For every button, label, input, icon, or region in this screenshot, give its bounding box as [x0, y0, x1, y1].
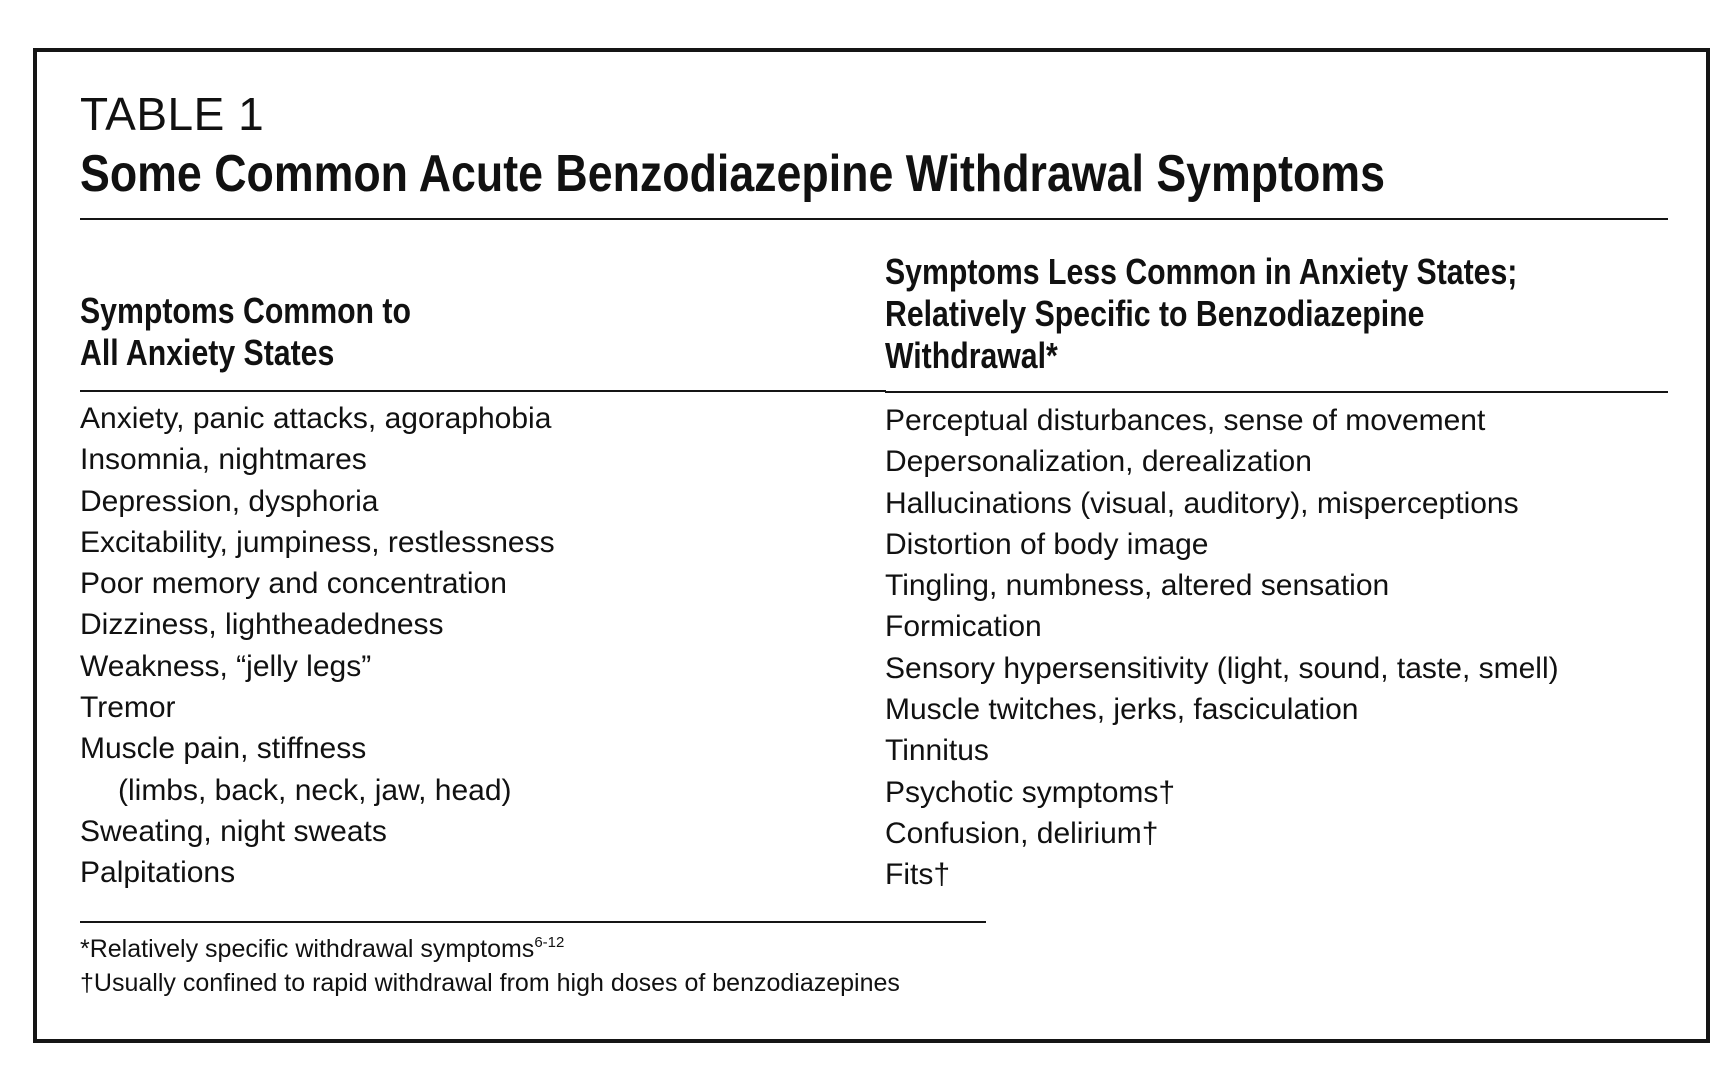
list-item: Tinnitus [885, 734, 989, 768]
footnote-1-reference: 6-12 [534, 934, 565, 951]
footnotes [80, 932, 900, 1000]
footnote-1-text: *Relatively specific withdrawal symptoms [80, 935, 535, 963]
list-item: Insomnia, nightmares [80, 443, 367, 477]
footnote-2: †Usually confined to rapid withdrawal from high doses of benzodiazepines [80, 969, 900, 997]
header-divider-right [885, 391, 1668, 393]
list-item: Distortion of body image [885, 527, 1209, 561]
column-header-line: Symptoms Less Common in Anxiety States; [885, 251, 1518, 292]
list-item: Fits† [885, 858, 951, 892]
column-header-common [80, 290, 411, 374]
list-item: Muscle pain, stiffness [80, 732, 367, 766]
list-item: Tingling, numbness, altered sensation [885, 569, 1390, 603]
list-item: Tremor [80, 691, 176, 725]
footnote-divider [80, 921, 986, 923]
list-item: (limbs, back, neck, jaw, head) [118, 773, 512, 807]
list-item: Excitability, jumpiness, restlessness [80, 525, 555, 559]
column-header-line: Relatively Specific to Benzodiazepine [885, 293, 1425, 334]
common-symptoms-list [80, 398, 555, 894]
list-item: Weakness, “jelly legs” [80, 649, 372, 683]
list-item: Muscle twitches, jerks, fasciculation [885, 693, 1359, 727]
table-title: Some Common Acute Benzodiazepine Withdrawal Symptoms [80, 145, 1385, 203]
list-item: Depression, dysphoria [80, 484, 379, 518]
footnote-1 [80, 932, 900, 966]
list-item: Formication [885, 610, 1042, 644]
column-header-line: Symptoms Common to [80, 290, 411, 331]
column-header-specific [885, 251, 1517, 377]
list-item: Sweating, night sweats [80, 814, 387, 848]
list-item: Sensory hypersensitivity (light, sound, taste, smell) [885, 651, 1559, 685]
table-label: TABLE 1 [80, 88, 265, 140]
list-item: Hallucinations (visual, auditory), misperceptions [885, 486, 1519, 520]
list-item: Perceptual disturbances, sense of movement [885, 404, 1486, 437]
list-item: Palpitations [80, 856, 236, 890]
list-item: Dizziness, lightheadedness [80, 608, 444, 642]
list-item: Anxiety, panic attacks, agoraphobia [80, 402, 552, 435]
column-header-line: Withdrawal* [885, 335, 1058, 376]
header-divider-left [80, 390, 886, 392]
list-item: Confusion, delirium† [885, 816, 1159, 850]
column-header-line: All Anxiety States [80, 332, 335, 373]
title-divider [80, 218, 1668, 220]
list-item: Psychotic symptoms† [885, 775, 1176, 809]
list-item: Poor memory and concentration [80, 567, 507, 601]
specific-symptoms-list [885, 400, 1559, 896]
list-item: Depersonalization, derealization [885, 445, 1312, 479]
